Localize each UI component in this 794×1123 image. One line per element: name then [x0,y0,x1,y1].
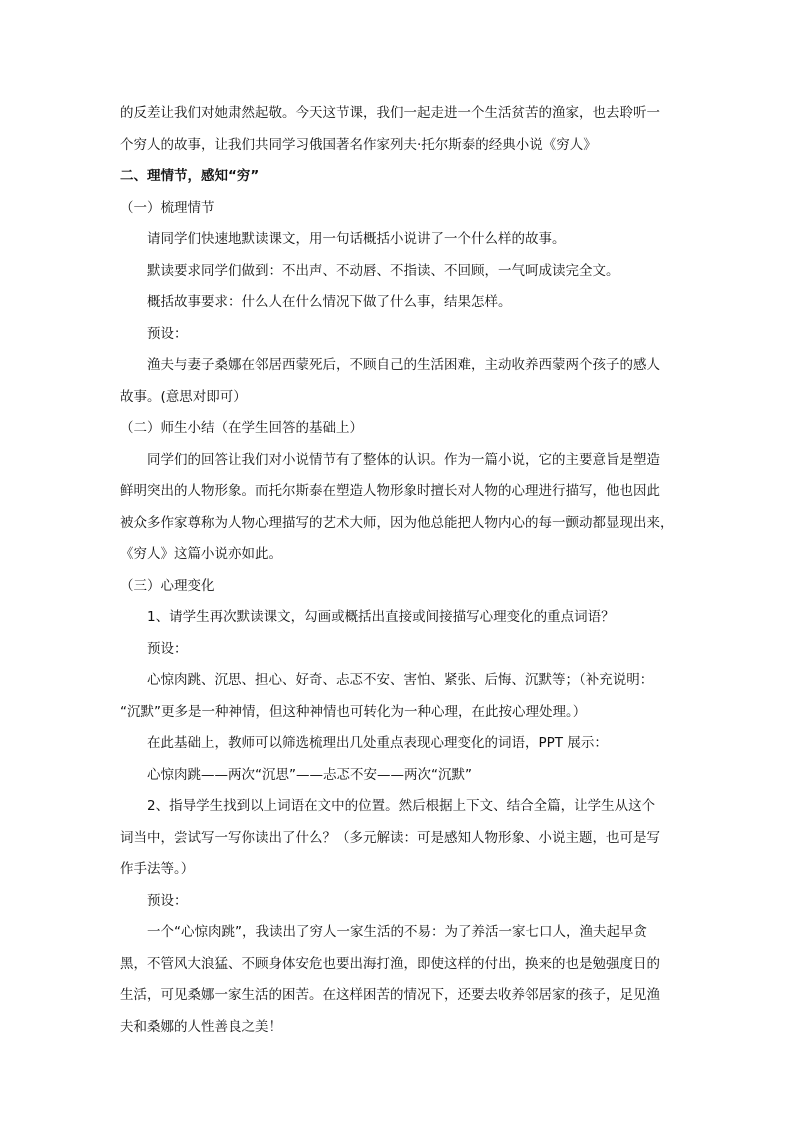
sub2-line-2: 鲜明突出的人物形象。而托尔斯泰在塑造人物形象时擅长对人物的心理进行描写，他也因此 [120,483,660,499]
sub3-answer-line-3: 生活，可见桑娜一家生活的困苦。在这样困苦的情况下，还要去收养邻居家的孩子，足见渔 [120,987,660,1003]
sub1-answer-line-2: 故事。(意思对即可） [120,388,247,405]
subsection-heading-1: （一）梳理情节 [120,199,215,216]
sub3-question-1: 1、请学生再次默读课文，勾画或概括出直接或间接描写心理变化的重点词语？ [147,609,615,625]
sub1-line-2: 默读要求同学们做到：不出声、不动唇、不指读、不回顾，一气呵成读完全文。 [147,262,620,279]
intro-line-2: 个穷人的故事，让我们共同学习俄国著名作家列夫·托尔斯泰的经典小说《穷人》 [120,136,597,153]
sub3-words-line-1: 心惊肉跳、沉思、担心、好奇、忐忑不安、害怕、紧张、后悔、沉默等；（补充说明： [147,672,654,688]
document-page [120,98,676,1043]
sub3-sequence: 心惊肉跳——两次“沉思”——忐忑不安——两次“沉默” [147,766,472,783]
sub3-answer-line-4: 夫和桑娜的人性善良之美！ [120,1018,282,1035]
sub1-answer-line-1: 渔夫与妻子桑娜在邻居西蒙死后，不顾自己的生活困难，主动收养西蒙两个孩子的感人 [147,357,660,373]
sub3-question-2-line-3: 作手法等。） [120,861,195,877]
intro-line-1: 的反差让我们对她肃然起敬。今天这节课，我们一起走进一个生活贫苦的渔家，也去聆听一 [120,105,660,121]
sub2-line-4: 《穷人》这篇小说亦如此。 [120,546,282,562]
sub1-preset: 预设： [147,325,188,342]
sub3-preset-2: 预设： [147,892,188,909]
sub2-line-1: 同学们的回答让我们对小说情节有了整体的认识。作为一篇小说，它的主要意旨是塑造 [147,451,660,468]
sub3-question-2-line-1: 2、指导学生找到以上词语在文中的位置。然后根据上下文、结合全篇，让学生从这个 [147,798,656,814]
subsection-heading-2: （二）师生小结（在学生回答的基础上） [120,420,363,436]
subsection-heading-3: （三）心理变化 [120,577,215,594]
sub1-line-3: 概括故事要求：什么人在什么情况下做了什么事，结果怎样。 [147,294,512,310]
sub3-question-2-line-2: 词当中，尝试写一写你读出了什么？（多元解读：可是感知人物形象、小说主题，也可是写 [120,829,660,846]
sub3-answer-line-2: 黑，不管风大浪猛、不顾身体安危也要出海打渔，即使这样的付出，换来的也是勉强度日的 [120,955,660,972]
sub2-line-3: 被众多作家尊称为人物心理描写的艺术大师，因为他总能把人物内心的每一颤动都显现出来， [120,514,674,531]
sub3-words-line-2: “沉默”更多是一种神情，但这种神情也可转化为一种心理，在此按心理处理。） [120,703,587,720]
sub3-ppt-line: 在此基础上，教师可以筛选梳理出几处重点表现心理变化的词语，PPT 展示： [147,735,608,751]
sub3-preset-1: 预设： [147,640,188,657]
sub3-answer-line-1: 一个“心惊肉跳”，我读出了穷人一家生活的不易：为了养活一家七口人，渔夫起早贪 [147,924,647,940]
section-heading: 二、理情节，感知“穷” [120,168,260,184]
sub1-line-1: 请同学们快速地默读课文，用一句话概括小说讲了一个什么样的故事。 [147,231,566,247]
